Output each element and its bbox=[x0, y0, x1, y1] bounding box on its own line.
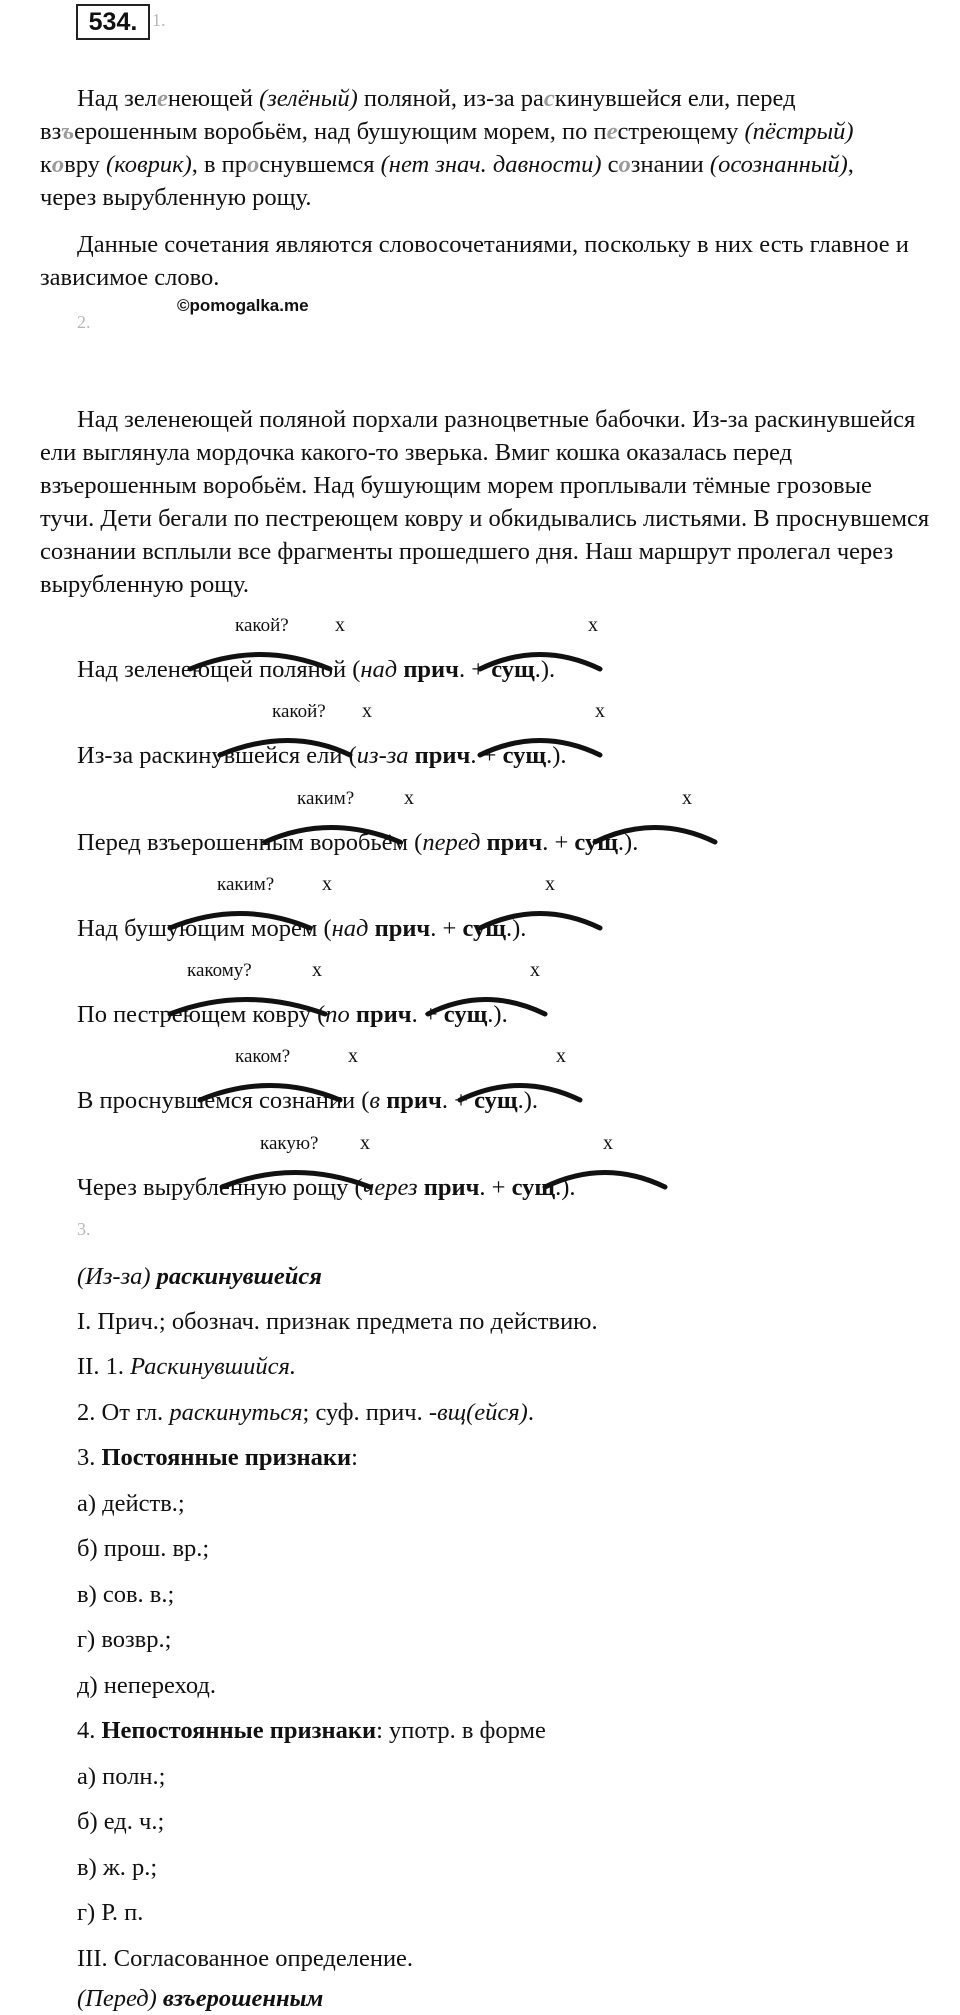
question-label: каком? bbox=[235, 1046, 291, 1067]
main-word-mark: x bbox=[595, 700, 605, 722]
part3-item-ii-1: II. 1. Раскинувшийся. bbox=[77, 1353, 296, 1380]
var-feature: б) ед. ч.; bbox=[77, 1808, 165, 1835]
const-feature: в) сов. в.; bbox=[77, 1581, 175, 1608]
const-feature: д) непереход. bbox=[77, 1672, 216, 1699]
main-word-mark: x bbox=[348, 1045, 358, 1067]
main-word-mark: x bbox=[682, 787, 692, 809]
part3-item-ii-2: 2. От гл. раскинуться; суф. прич. -вщ(ейся). bbox=[77, 1399, 534, 1426]
part3-item-ii-3: 3. Постоянные признаки: bbox=[77, 1444, 358, 1471]
question-label: какому? bbox=[187, 960, 252, 981]
phrase-row: По пестреющем ковру (по прич. + сущ.). bbox=[77, 1001, 508, 1028]
question-label: каким? bbox=[217, 874, 275, 895]
part3-heading-2: (Перед) взъерошенным bbox=[77, 1985, 324, 2012]
question-label: каким? bbox=[297, 788, 355, 809]
main-word-mark: x bbox=[556, 1045, 566, 1067]
part1-line-2: взъерошенным воробьём, над бушующим морем, по пестреющему (пёстрый) bbox=[40, 118, 854, 145]
main-word-mark: x bbox=[545, 873, 555, 895]
const-feature: а) действ.; bbox=[77, 1490, 185, 1517]
watermark: ©pomogalka.me bbox=[177, 296, 309, 315]
section-label-1: 1. bbox=[152, 10, 166, 30]
exercise-number: 534. bbox=[76, 4, 150, 40]
main-word-mark: x bbox=[530, 959, 540, 981]
var-feature: а) полн.; bbox=[77, 1763, 166, 1790]
question-label: какую? bbox=[260, 1133, 319, 1154]
part2-paragraph: Над зеленеющей поляной порхали разноцветные бабочки. Из-за раскинувшейся ели выглянула мордочка какого-то зверька. Вмиг кошка оказалась перед взъерошенным воробьём. Над бушующим морем проплывали тёмные грозовые тучи. Дети бегали по пестреющем ковру и обкидывались листьями. В проснувшемся сознании всплыли все фрагменты прошедшего дня. Наш маршрут пролегал через вырубленную рощу. bbox=[40, 406, 930, 598]
phrase-row: В проснувшемся сознании (в прич. + сущ.). bbox=[77, 1087, 538, 1114]
main-word-mark: x bbox=[360, 1132, 370, 1154]
part3-heading-1: (Из-за) раскинувшейся bbox=[77, 1263, 322, 1290]
phrase-row: Из-за раскинувшейся ели (из-за прич. + сущ.). bbox=[77, 742, 567, 769]
part1-line-4: через вырубленную рощу. bbox=[40, 184, 312, 211]
const-feature: б) прош. вр.; bbox=[77, 1535, 210, 1562]
part1-line-3: ковру (коврик), в проснувшемся (нет знач. давности) сознании (осознанный), bbox=[40, 151, 854, 178]
main-word-mark: x bbox=[404, 787, 414, 809]
main-word-mark: x bbox=[603, 1132, 613, 1154]
main-word-mark: x bbox=[322, 873, 332, 895]
phrase-row: Перед взъерошенным воробьём (перед прич. + сущ.). bbox=[77, 829, 639, 856]
section-label-3: 3. bbox=[77, 1219, 91, 1239]
phrase-row: Над зеленеющей поляной (над прич. + сущ.). bbox=[77, 656, 556, 683]
phrase-row: Над бушующим морем (над прич. + сущ.). bbox=[77, 915, 527, 942]
main-word-mark: x bbox=[335, 614, 345, 636]
const-feature: г) возвр.; bbox=[77, 1626, 172, 1653]
main-word-mark: x bbox=[362, 700, 372, 722]
part3-item-ii-4: 4. Непостоянные признаки: употр. в форме bbox=[77, 1717, 546, 1744]
question-label: какой? bbox=[272, 701, 326, 722]
var-feature: г) Р. п. bbox=[77, 1899, 144, 1926]
part3-item-i: I. Прич.; обознач. признак предмета по действию. bbox=[77, 1308, 598, 1335]
var-feature: в) ж. р.; bbox=[77, 1854, 158, 1881]
part3-item-iii: III. Согласованное определение. bbox=[77, 1945, 414, 1972]
question-label: какой? bbox=[235, 615, 289, 636]
phrase-row: Через вырубленную рощу (через прич. + сущ.). bbox=[77, 1174, 576, 1201]
section-label-2: 2. bbox=[77, 312, 91, 332]
part1-conclusion: Данные сочетания являются словосочетаниями, поскольку в них есть главное и зависимое слово. bbox=[40, 231, 909, 291]
part1-line-1: Над зеленеющей (зелёный) поляной, из-за раскинувшейся ели, перед bbox=[77, 85, 796, 112]
main-word-mark: x bbox=[312, 959, 322, 981]
main-word-mark: x bbox=[588, 614, 598, 636]
